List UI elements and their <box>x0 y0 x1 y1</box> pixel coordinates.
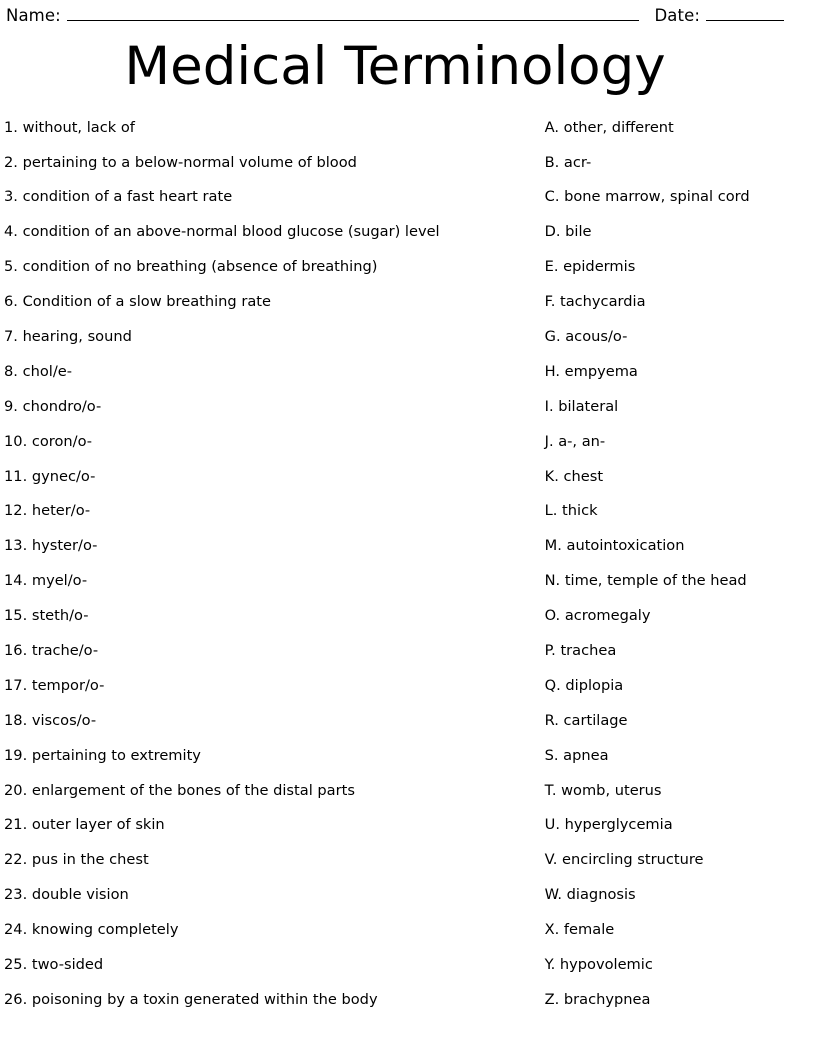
list-item <box>545 504 786 539</box>
list-item <box>544 711 786 749</box>
definition-text: 9. chondro/o- <box>4 397 102 415</box>
definition-text: 23. double vision <box>4 886 129 904</box>
answer-text: J. a-, an- <box>544 432 606 450</box>
list-item <box>544 990 786 1028</box>
list-item <box>544 153 786 191</box>
list-item <box>544 781 786 819</box>
list-item <box>4 818 545 853</box>
definition-text: 25. two-sided <box>4 956 104 974</box>
list-item <box>4 260 545 295</box>
definition-text: 11. gynec/o- <box>4 467 96 485</box>
answer-text: I. bilateral <box>544 397 619 415</box>
list-item <box>544 397 786 435</box>
list-item <box>544 362 786 400</box>
list-item <box>545 225 786 260</box>
list-item <box>545 644 786 679</box>
answer-text: F. tachycardia <box>544 293 646 311</box>
definition-text: 20. enlargement of the bones of the distal parts <box>4 781 355 799</box>
answer-text: Z. brachypnea <box>544 990 651 1008</box>
definition-text: 10. coron/o- <box>4 432 93 450</box>
answer-text: Q. diplopia <box>544 676 624 694</box>
definition-text: 19. pertaining to extremity <box>4 746 201 764</box>
definition-text: 2. pertaining to a below-normal volume of blood <box>4 153 357 171</box>
definition-text: 14. myel/o- <box>4 572 88 590</box>
list-item <box>4 327 545 365</box>
definition-text: 18. viscos/o- <box>4 711 97 729</box>
definitions-column <box>4 118 545 1028</box>
answer-text: Y. hypovolemic <box>544 956 653 974</box>
answer-text: H. empyema <box>544 362 638 380</box>
definition-text: 22. pus in the chest <box>4 851 149 869</box>
list-item <box>545 923 786 958</box>
definition-text: 26. poisoning by a toxin generated within the body <box>4 990 378 1008</box>
definition-text: 21. outer layer of skin <box>4 816 165 834</box>
answer-text: R. cartilage <box>544 711 628 729</box>
answer-text: B. acr- <box>544 153 592 171</box>
list-item <box>4 432 545 470</box>
list-item <box>4 923 545 958</box>
list-item <box>544 118 786 156</box>
answer-text: G. acous/o- <box>544 327 628 345</box>
answer-text: S. apnea <box>544 746 609 764</box>
list-item <box>545 609 786 644</box>
definition-text: 16. trache/o- <box>4 642 99 659</box>
list-item <box>4 676 545 714</box>
list-item <box>4 990 545 1028</box>
definition-text: 13. hyster/o- <box>4 537 98 555</box>
list-item <box>4 397 545 435</box>
list-item <box>545 539 786 574</box>
date-write-line[interactable] <box>706 6 784 21</box>
answer-text: U. hyperglycemia <box>544 816 673 834</box>
list-item <box>4 746 545 784</box>
list-item <box>4 190 545 225</box>
answer-text: X. female <box>544 921 615 939</box>
list-item <box>4 225 545 260</box>
answer-text: T. womb, uterus <box>544 781 662 799</box>
list-item <box>544 432 786 470</box>
list-item <box>545 295 786 330</box>
answer-text: P. trachea <box>544 642 617 659</box>
list-item <box>4 539 545 574</box>
list-item <box>4 467 545 505</box>
list-item <box>544 676 786 714</box>
list-item <box>545 260 786 295</box>
definition-text: 1. without, lack of <box>4 118 135 136</box>
name-field-group <box>6 6 645 25</box>
header <box>4 6 786 25</box>
list-item <box>545 888 786 923</box>
content-columns <box>4 118 786 1028</box>
answer-text: M. autointoxication <box>544 537 685 555</box>
list-item <box>4 853 545 888</box>
list-item <box>4 644 545 679</box>
definition-text: 4. condition of an above-normal blood glucose (sugar) level <box>4 223 440 241</box>
list-item <box>545 958 786 993</box>
list-item <box>545 853 786 888</box>
list-item <box>4 362 545 400</box>
definition-text: 6. Condition of a slow breathing rate <box>4 293 271 311</box>
answer-text: D. bile <box>544 223 592 241</box>
definition-text: 5. condition of no breathing (absence of breathing) <box>4 258 378 276</box>
answer-text: O. acromegaly <box>544 607 651 625</box>
definition-text: 24. knowing completely <box>4 921 179 939</box>
page-title: Medical Terminology <box>124 36 666 97</box>
definition-text: 7. hearing, sound <box>4 327 132 345</box>
list-item <box>545 190 786 225</box>
list-item <box>4 781 545 819</box>
list-item <box>4 504 545 539</box>
list-item <box>545 574 786 609</box>
date-label: Date: <box>654 6 700 25</box>
list-item <box>544 327 786 365</box>
list-item <box>4 609 545 644</box>
answer-text: C. bone marrow, spinal cord <box>544 188 750 206</box>
list-item <box>544 746 786 784</box>
list-item <box>545 818 786 853</box>
answer-text: V. encircling structure <box>544 851 704 869</box>
date-field-group <box>655 6 785 25</box>
list-item <box>4 153 545 191</box>
definition-text: 17. tempor/o- <box>4 676 105 694</box>
list-item <box>544 467 786 505</box>
answer-text: L. thick <box>544 502 598 520</box>
list-item <box>4 574 545 609</box>
list-item <box>4 711 545 749</box>
answer-text: W. diagnosis <box>544 886 636 904</box>
definition-text: 3. condition of a fast heart rate <box>4 188 233 206</box>
list-item <box>4 958 545 993</box>
answers-column <box>544 118 786 1028</box>
name-write-line[interactable] <box>67 6 639 21</box>
definition-text: 15. steth/o- <box>4 607 89 625</box>
name-label: Name: <box>6 6 61 25</box>
answer-text: A. other, different <box>544 118 674 136</box>
answer-text: N. time, temple of the head <box>544 572 747 590</box>
definition-text: 8. chol/e- <box>4 362 72 380</box>
definition-text: 12. heter/o- <box>4 502 91 520</box>
list-item <box>4 888 545 923</box>
answer-text: E. epidermis <box>544 258 636 276</box>
answer-text: K. chest <box>544 467 604 485</box>
list-item <box>4 118 545 156</box>
list-item <box>4 295 545 330</box>
